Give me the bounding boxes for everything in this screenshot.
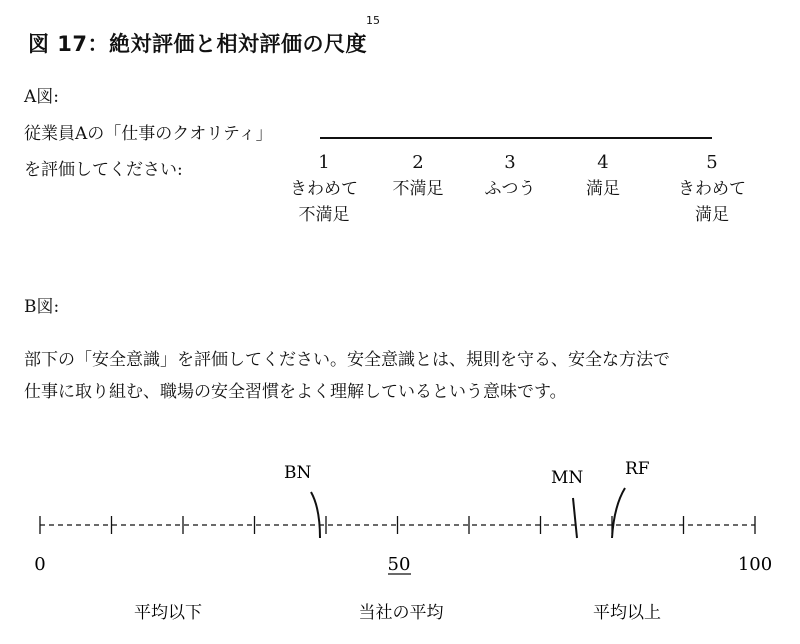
marker-label-rf: RF [625,459,650,479]
scale-option-5 [662,150,762,228]
scale-text: 満足 [586,179,620,199]
axis-label-max: 100 [737,554,773,575]
figure-title: 図 17：絶対評価と相対評価の尺度 [28,32,368,56]
marker-line-rf [612,488,625,538]
scale-text: きわめて 満足 [678,179,746,225]
scale-option-1 [274,150,374,228]
marker-line-mn [573,498,577,538]
marker-label-mn: MN [551,468,584,488]
figure-b-paragraph [24,344,670,408]
footnote-marker: 15 [366,14,380,27]
figure-a-question-line1: 従業員Aの「仕事のクオリティ」 [24,124,273,144]
axis-label-mid: 50 [387,554,411,575]
axis-label-min: 0 [34,554,46,575]
region-label-above: 平均以上 [593,603,661,623]
region-label-below: 平均以下 [134,603,202,623]
scale-number: 3 [504,152,516,173]
relative-scale-graphic [0,440,800,644]
figure-a-question-line2: を評価してください: [24,160,183,180]
scale-text: きわめて 不満足 [290,179,358,225]
scale-text: 不満足 [392,179,444,199]
paragraph-line-1: 部下の「安全意識」を評価してください。安全意識とは、規則を守る、安全な方法で [24,350,670,370]
figure-a-label: A図: [24,87,60,107]
scale-number: 2 [412,152,424,173]
scale-option-2 [368,150,468,202]
scale-number: 4 [597,152,609,173]
figure-b-label: B図: [24,297,60,317]
marker-line-bn [311,492,320,538]
marker-label-bn: BN [284,463,312,483]
scale-option-4 [553,150,653,202]
scale-number: 5 [706,152,718,173]
scale-number: 1 [318,152,330,173]
region-label-average: 当社の平均 [358,603,444,623]
paragraph-line-2: 仕事に取り組む、職場の安全習慣をよく理解しているという意味です。 [24,382,567,402]
scale-text: ふつう [484,179,536,199]
rating-line [320,137,712,139]
scale-option-3 [460,150,560,202]
